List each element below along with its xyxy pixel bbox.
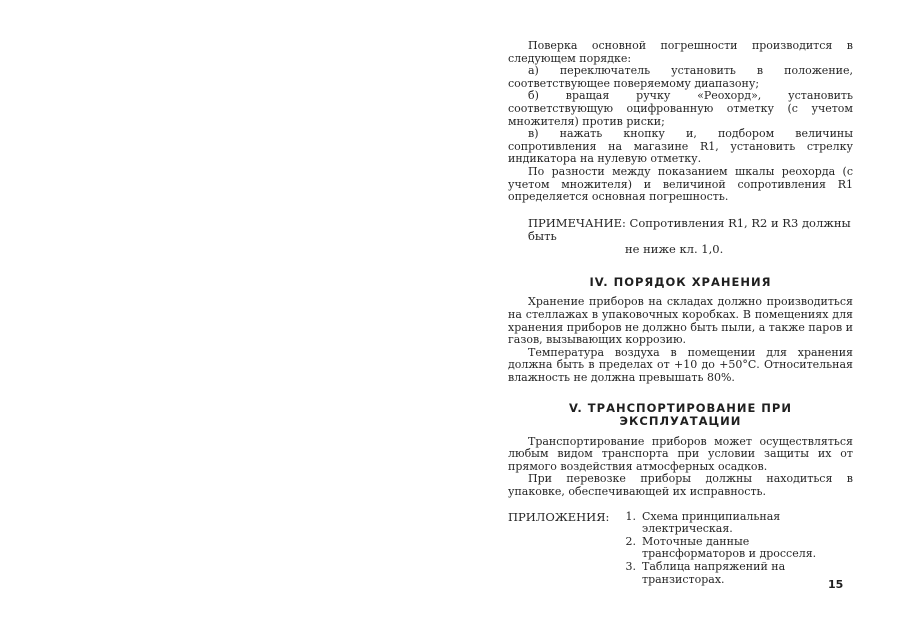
appendix-item-number: 1. [625,509,636,523]
transport-paragraph-1: Транспортирование приборов может осуществляться любым видом транспорта при условии защиты их от прямого воздействия атмосферных осадков. [508,434,853,473]
appendix-item [620,561,853,586]
appendix-item-text: Таблица напряжений на транзисторах. [642,560,786,586]
transport-paragraph-2: При перевозке приборы должны находиться в упаковке, обеспечивающей их исправность. [508,472,853,499]
appendix-item-text: Моточные данные трансформаторов и дросселя. [642,534,817,561]
appendix-item-number: 2. [625,534,636,548]
appendix-block [508,511,853,587]
verification-item-b: б) вращая ручку «Реохорд», установить соответствующую оцифрованную отметку (с учетом множителя) против риски; [508,89,853,128]
text-column [508,40,853,586]
note-line-1: ПРИМЕЧАНИЕ: Сопротивления R1, R2 и R3 должны быть [528,215,851,243]
note-block [508,217,853,256]
verification-item-a: а) переключатель установить в положение, соответствующее поверяемому диапазону; [508,64,853,90]
note-line-2: не ниже кл. 1,0. [625,241,724,256]
appendix-item-text: Схема принципиальная электрическая. [642,509,781,536]
appendix-list [620,511,853,587]
storage-paragraph-1: Хранение приборов на складах должно производиться на стеллажах в упаковочных коробках. В помещениях для хранения приборов не должно быть пыли, а также паров и газов, вызывающих коррозию. [508,295,853,347]
appendix-item-number: 3. [625,560,636,573]
appendix-item [620,536,853,561]
storage-paragraph-2: Температура воздуха в помещении для хранения должна быть в пределах от +10 до +50°С. Относительная влажность не должна превышать 80%. [508,345,853,384]
appendix-item [620,511,853,536]
verification-conclusion: По разности между показанием шкалы реохорда (с учетом множителя) и величиной сопротивления R1 определяется основная погрешность. [508,164,853,204]
verification-intro: Поверка основной погрешности производится в следующем порядке: [508,39,853,65]
appendix-label: ПРИЛОЖЕНИЯ: [508,509,610,524]
section-5-heading: V. ТРАНСПОРТИРОВАНИЕ ПРИ ЭКСПЛУАТАЦИИ [569,401,792,429]
page-number: 15 [828,578,844,591]
section-4-heading: IV. ПОРЯДОК ХРАНЕНИЯ [589,274,772,289]
verification-item-c: в) нажать кнопку и, подбором величины сопротивления на магазине R1, установить стрелку индикатора на нулевую отметку. [508,127,853,166]
